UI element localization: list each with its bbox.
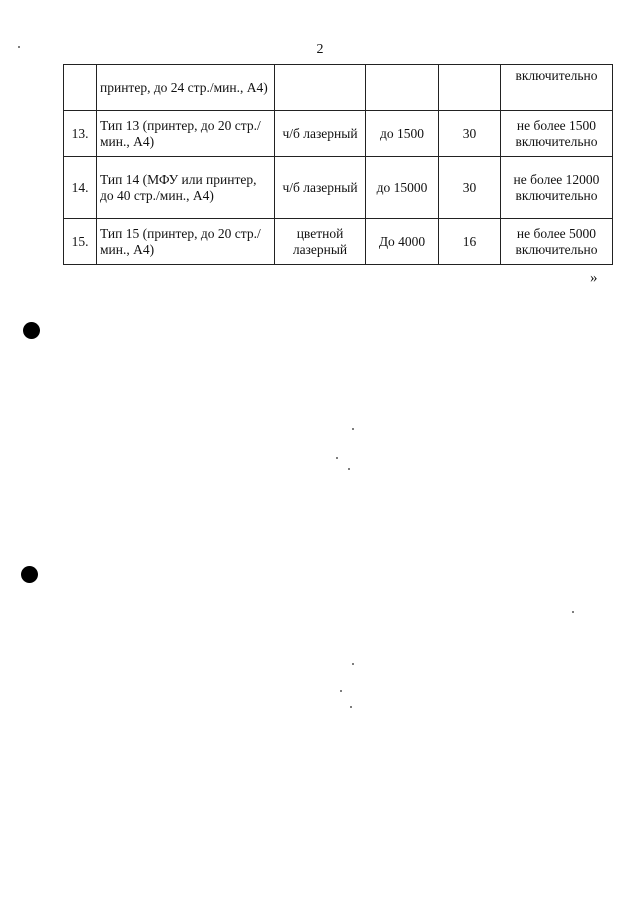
- table-row: [64, 219, 613, 265]
- scan-speck: [352, 428, 354, 430]
- scan-speck: [352, 663, 354, 665]
- scan-speck: [350, 706, 352, 708]
- row-number: 15.: [64, 219, 97, 265]
- quantity: 30: [439, 111, 501, 157]
- scan-speck: [336, 457, 338, 459]
- quantity: 30: [439, 157, 501, 219]
- print-technology: ч/б лазерный: [275, 111, 366, 157]
- table-row: [64, 157, 613, 219]
- printer-type-name: Тип 14 (МФУ или принтер, до 40 стр./мин., А4): [97, 157, 275, 219]
- limit: не более 1500 включительно: [501, 111, 613, 157]
- monthly-volume: [366, 65, 439, 111]
- table-row: [64, 111, 613, 157]
- limit: включительно: [501, 65, 613, 111]
- equipment-table: [63, 64, 613, 265]
- scan-speck: [348, 468, 350, 470]
- monthly-volume: до 1500: [366, 111, 439, 157]
- closing-quote: »: [590, 270, 598, 286]
- print-technology: ч/б лазерный: [275, 157, 366, 219]
- quantity: [439, 65, 501, 111]
- punch-hole: [21, 566, 38, 583]
- print-technology: [275, 65, 366, 111]
- row-number: [64, 65, 97, 111]
- monthly-volume: До 4000: [366, 219, 439, 265]
- quantity: 16: [439, 219, 501, 265]
- print-technology: цветной лазерный: [275, 219, 366, 265]
- printer-type-name: Тип 15 (принтер, до 20 стр./мин., А4): [97, 219, 275, 265]
- punch-hole: [23, 322, 40, 339]
- table-row: [64, 65, 613, 111]
- monthly-volume: до 15000: [366, 157, 439, 219]
- page-number: 2: [316, 42, 324, 57]
- row-number: 14.: [64, 157, 97, 219]
- limit: не более 5000 включительно: [501, 219, 613, 265]
- row-number: 13.: [64, 111, 97, 157]
- printer-type-name: принтер, до 24 стр./мин., А4): [97, 65, 275, 111]
- scan-speck: [572, 611, 574, 613]
- scan-speck: [18, 46, 20, 48]
- limit: не более 12000 включительно: [501, 157, 613, 219]
- printer-type-name: Тип 13 (принтер, до 20 стр./мин., А4): [97, 111, 275, 157]
- scan-speck: [340, 690, 342, 692]
